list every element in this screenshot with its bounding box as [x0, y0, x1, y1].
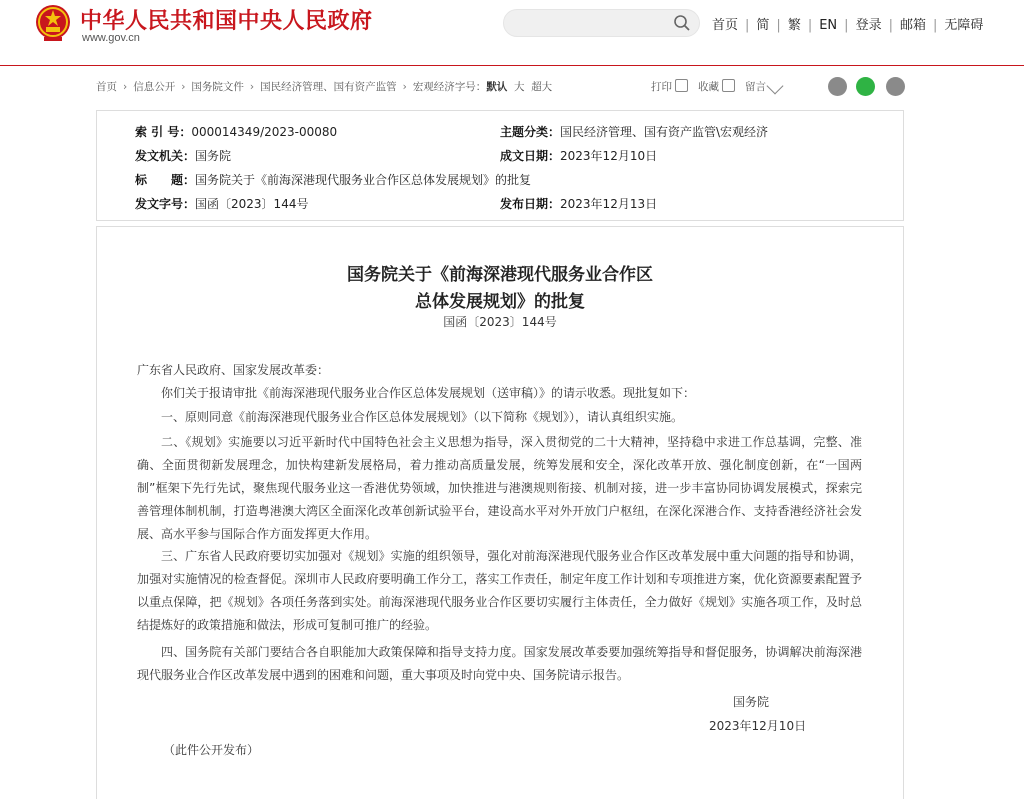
- document-title-line1: 国务院关于《前海深港现代服务业合作区: [347, 265, 653, 285]
- search-box: [503, 9, 700, 37]
- site-header: [0, 0, 1024, 64]
- breadcrumb-macro[interactable]: 宏观经济: [412, 81, 455, 93]
- wechat-icon[interactable]: [856, 77, 875, 96]
- header-divider: [0, 65, 1024, 66]
- salutation: 广东省人民政府、国家发展改革委：: [137, 363, 330, 377]
- chevron-right-icon: ›: [402, 81, 407, 93]
- meta-pubdate: 发布日期：2023年12月13日: [500, 197, 658, 211]
- breadcrumb-state-council-docs[interactable]: 国务院文件: [191, 81, 244, 93]
- link-login[interactable]: 登录: [855, 18, 882, 33]
- chevron-right-icon: ›: [123, 81, 128, 93]
- document-body: [96, 226, 904, 799]
- breadcrumb-home[interactable]: 首页: [96, 81, 117, 93]
- link-mailbox[interactable]: 邮箱: [899, 18, 926, 33]
- font-size-default[interactable]: 默认: [486, 81, 508, 93]
- print-button[interactable]: 打印: [651, 81, 672, 93]
- meta-title: 标 题：国务院关于《前海深港现代服务业合作区总体发展规划》的批复: [135, 173, 532, 187]
- document-number: 国函〔2023〕144号: [443, 315, 557, 329]
- chevron-right-icon: ›: [181, 81, 186, 93]
- paragraph-2: 二、《规划》实施要以习近平新时代中国特色社会主义思想为指导，深入贯彻党的二十大精神，坚持稳中求进工作总基调，完整、准确、全面贯彻新发展理念，加快构建新发展格局，着力推动高质量发展，统筹发展和安全，深化改革开放、强化制度创新，在“一国两制”框架下先行先试，聚焦现代服务业这一香港优势领域，加快推进与港澳规则衔接、机制对接，进一步丰富协同协调发展模式，探索完善管理体制机制，打造粤港澳大湾区全面深化改革创新试验平台，建设高水平对外开放门户枢纽，在深化深港合作、支持香港经济社会发展、高水平参与国际合作方面发挥更大作用。: [137, 435, 862, 541]
- site-url: www.gov.cn: [82, 32, 140, 44]
- site-title[interactable]: 中华人民共和国中央人民政府: [80, 8, 373, 34]
- star-icon[interactable]: [722, 79, 735, 92]
- paragraph-4: 四、国务院有关部门要结合各自职能加大政策保障和指导支持力度。国家发展改革委要加强统筹指导和督促服务，协调解决前海深港现代服务业合作区改革发展中遇到的困难和问题，重大事项及时向党中央、国务院请示报告。: [137, 645, 862, 682]
- search-input[interactable]: [514, 10, 678, 36]
- pencil-icon[interactable]: [767, 78, 784, 95]
- breadcrumb-economy[interactable]: 国民经济管理、国有资产监管: [260, 81, 397, 93]
- publication-note: （此件公开发布）: [163, 743, 260, 757]
- tool-bar: [651, 79, 791, 94]
- link-traditional[interactable]: 繁: [787, 18, 801, 33]
- meta-index: 索 引 号：000014349/2023-00080: [135, 125, 338, 139]
- paragraph-1: 一、原则同意《前海深港现代服务业合作区总体发展规划》（以下简称《规划》），请认真组织实施。: [161, 410, 684, 424]
- signature: 国务院: [733, 695, 770, 709]
- link-home[interactable]: 首页: [712, 18, 739, 33]
- weibo-icon[interactable]: [828, 77, 847, 96]
- font-size-large[interactable]: 大: [514, 81, 525, 93]
- top-links: 首页 | 简 | 繁 | EN | 登录 | 邮箱 | 无障碍: [712, 18, 984, 33]
- document-meta-box: [96, 110, 904, 221]
- meta-topic: 主题分类：国民经济管理、国有资产监管\宏观经济: [500, 125, 769, 139]
- search-icon[interactable]: [673, 14, 691, 32]
- sign-date: 2023年12月10日: [709, 719, 807, 733]
- chevron-right-icon: ›: [249, 81, 255, 93]
- meta-docno: 发文字号：国函〔2023〕144号: [135, 197, 309, 211]
- paragraph-3: 三、广东省人民政府要切实加强对《规划》实施的组织领导，强化对前海深港现代服务业合作区改革发展中重大问题的指导和协调，加强对实施情况的检查督促。深圳市人民政府要明确工作分工，落实工作责任，制定年度工作计划和专项推进方案，优化资源要素配置予以重点保障，把《规划》各项任务落到实处。前海深港现代服务业合作区要切实履行主体责任，全力做好《规划》实施各项工作，及时总结提炼好的政策措施和做法，形成可复制可推广的经验。: [137, 549, 862, 632]
- font-size-xlarge[interactable]: 超大: [531, 81, 553, 93]
- document-title-line2: 总体发展规划》的批复: [415, 292, 585, 312]
- breadcrumb-info[interactable]: 信息公开: [133, 81, 176, 93]
- breadcrumb: [96, 79, 552, 94]
- national-emblem-icon[interactable]: [34, 3, 72, 43]
- link-simplified[interactable]: 简: [756, 18, 770, 33]
- link-accessibility[interactable]: 无障碍: [944, 18, 984, 33]
- print-icon[interactable]: [675, 79, 688, 92]
- comment-button[interactable]: 留言: [745, 81, 766, 93]
- meta-date: 成文日期：2023年12月10日: [500, 149, 658, 163]
- meta-issuer: 发文机关：国务院: [135, 149, 232, 163]
- paragraph-intro: 你们关于报请审批《前海深港现代服务业合作区总体发展规划（送审稿）》的请示收悉。现批复如下：: [161, 386, 696, 400]
- favorite-button[interactable]: 收藏: [698, 81, 719, 93]
- font-size-label: 字号：: [454, 81, 487, 93]
- favorite-icon[interactable]: [886, 77, 905, 96]
- link-english[interactable]: EN: [819, 18, 838, 33]
